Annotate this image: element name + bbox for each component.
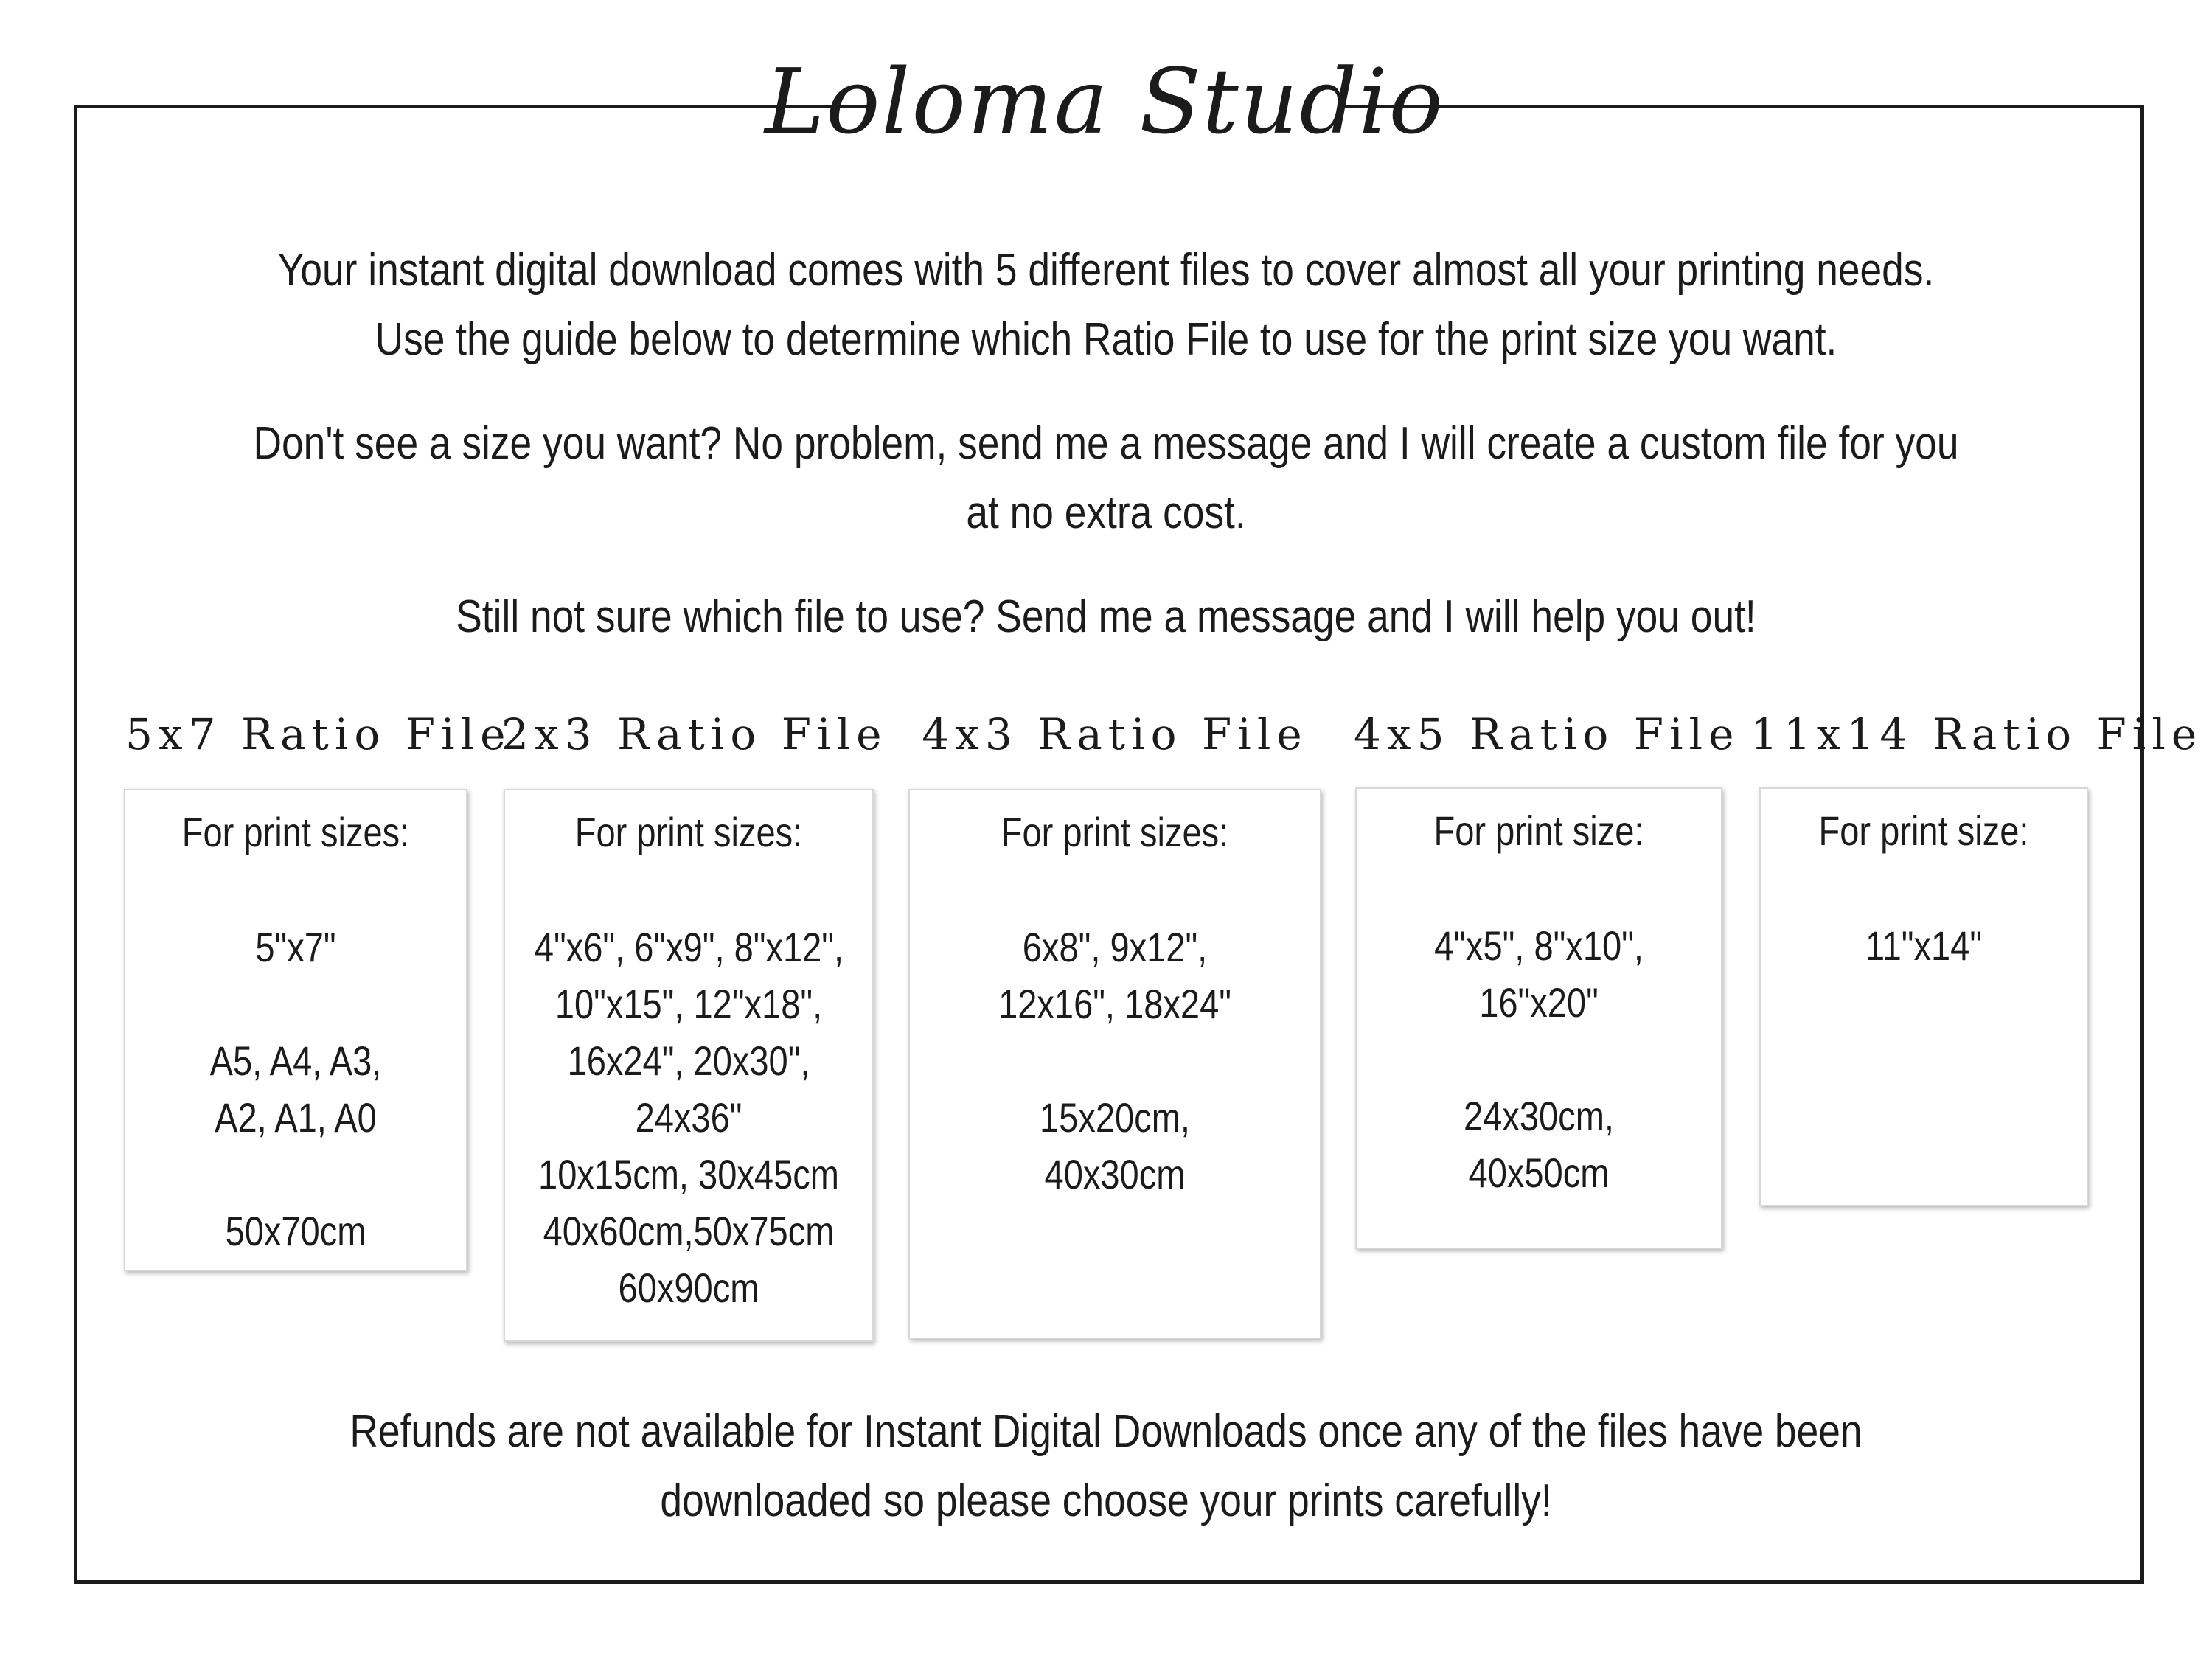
refund-notice: Refunds are not available for Instant Digital Downloads once any of the files have been downloaded so please choose your prints carefully! xyxy=(349,1406,1863,1526)
print-size-line: 10"x15", 12"x18", xyxy=(554,981,823,1027)
print-size-line: 50x70cm xyxy=(225,1208,366,1254)
print-size-line: 6x8", 9x12", xyxy=(1022,924,1208,970)
card-content xyxy=(153,790,439,1259)
intro-paragraph-2: Don't see a size you want? No problem, send me a message and I will create a custom file for you at no extra cost. xyxy=(253,418,1959,538)
print-size-line: 40x60cm,50x75cm xyxy=(543,1208,835,1254)
group-gap xyxy=(153,1146,439,1203)
print-size-line: 16"x20" xyxy=(1479,979,1599,1026)
ratio-card-11x14 xyxy=(1759,787,2088,1206)
spacer xyxy=(535,861,843,919)
spacer xyxy=(942,861,1287,919)
print-size-line: 4"x6", 6"x9", 8"x12", xyxy=(534,924,844,970)
ratio-title-4x5: 4x5 Ratio File xyxy=(1354,709,1740,759)
intro-paragraph-1: Your instant digital download comes with 5 different files to cover almost all your printing needs. Use the guide below to determine which Ratio File to use for the print size you want. xyxy=(277,245,1935,365)
group-gap xyxy=(1386,1031,1692,1088)
ratio-title-5x7: 5x7 Ratio File xyxy=(125,709,512,759)
card-content xyxy=(1386,789,1692,1201)
brand-name: Loloma Studio xyxy=(765,49,1444,154)
print-size-line: 24x30cm, xyxy=(1464,1093,1614,1139)
print-size-line: 16x24", 20x30", xyxy=(567,1037,810,1084)
ratio-card-5x7 xyxy=(124,789,467,1271)
ratio-title-4x3: 4x3 Ratio File xyxy=(922,709,1308,759)
print-sizes-label: For print size: xyxy=(1433,807,1644,854)
ratio-card-4x3 xyxy=(908,789,1321,1339)
spacer xyxy=(1386,860,1692,917)
intro-paragraph-3: Still not sure which file to use? Send me a message and I will help you out! xyxy=(456,591,1756,642)
print-size-line: 5"x7" xyxy=(255,924,336,970)
print-size-line: 40x50cm xyxy=(1468,1150,1610,1196)
print-size-line: A5, A4, A3, xyxy=(209,1037,382,1084)
group-gap xyxy=(942,1032,1287,1089)
print-size-line: 24x36" xyxy=(635,1094,742,1141)
print-size-line: 12x16", 18x24" xyxy=(998,981,1231,1027)
print-sizes-label: For print sizes: xyxy=(1001,809,1229,855)
spacer xyxy=(1787,860,2060,917)
print-size-line: 15x20cm, xyxy=(1040,1094,1190,1141)
print-size-line: 4"x5", 8"x10", xyxy=(1434,922,1644,969)
spacer xyxy=(153,861,439,919)
group-gap xyxy=(153,975,439,1032)
card-content xyxy=(535,790,843,1316)
print-sizes-label: For print size: xyxy=(1818,807,2029,854)
print-size-line: A2, A1, A0 xyxy=(215,1094,377,1141)
card-content xyxy=(1787,789,2060,974)
print-size-line: 40x30cm xyxy=(1044,1151,1186,1197)
print-size-line: 60x90cm xyxy=(618,1265,759,1311)
print-sizes-label: For print sizes: xyxy=(181,809,410,855)
print-size-line: 11"x14" xyxy=(1865,922,1983,969)
brand-logo xyxy=(765,21,1444,183)
ratio-title-11x14: 11x14 Ratio File xyxy=(1750,709,2203,759)
print-size-line: 10x15cm, 30x45cm xyxy=(538,1151,839,1197)
ratio-card-2x3 xyxy=(504,789,874,1342)
print-sizes-label: For print sizes: xyxy=(574,809,803,855)
ratio-title-2x3: 2x3 Ratio File xyxy=(501,709,888,759)
card-content xyxy=(942,790,1287,1203)
ratio-card-4x5 xyxy=(1355,787,1722,1249)
